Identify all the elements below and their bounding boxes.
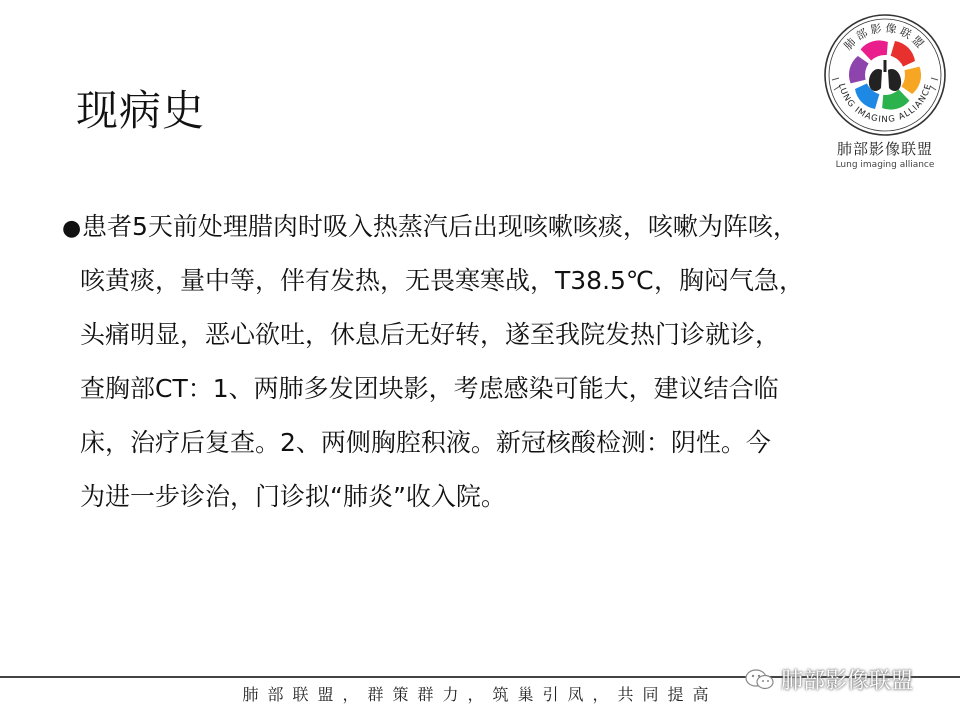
- text-line: 床，治疗后复查。2、两侧胸腔积液。新冠核酸检测：阴性。今: [80, 428, 771, 457]
- wechat-watermark: [745, 664, 913, 695]
- bullet-icon: ●: [62, 216, 82, 241]
- logo-ring-text-en: LUNG IMAGING ALLIANCE: [835, 82, 935, 126]
- text-line: 查胸部CT：1、两肺多发团块影，考虑感染可能大，建议结合临: [80, 374, 779, 403]
- text-line: 为进一步诊治，门诊拟“肺炎”收入院。: [80, 482, 506, 511]
- logo-name: 肺部影像联盟: [836, 140, 933, 158]
- alliance-logo: [820, 10, 950, 180]
- logo-ring-text-cn: 肺部影像联盟: [841, 21, 929, 53]
- text-line: 咳黄痰，量中等，伴有发热，无畏寒寒战，T38.5℃，胸闷气急，: [80, 266, 805, 295]
- history-text: [62, 200, 882, 524]
- logo-emblem-icon: [820, 10, 950, 140]
- watermark-text: 肺部影像联盟: [781, 669, 914, 694]
- footer-slogan: 肺部联盟，群策群力，筑巢引凤，共同提高: [242, 685, 718, 704]
- logo-subtitle: Lung imaging alliance: [835, 160, 935, 170]
- text-line: ●患者5天前处理腊肉时吸入热蒸汽后出现咳嗽咳痰，咳嗽为阵咳，: [62, 200, 882, 254]
- text-line: 头痛明显，恶心欲吐，休息后无好转，遂至我院发热门诊就诊，: [80, 320, 781, 349]
- wechat-icon: [745, 668, 775, 692]
- slide-title: 现病史: [76, 86, 206, 135]
